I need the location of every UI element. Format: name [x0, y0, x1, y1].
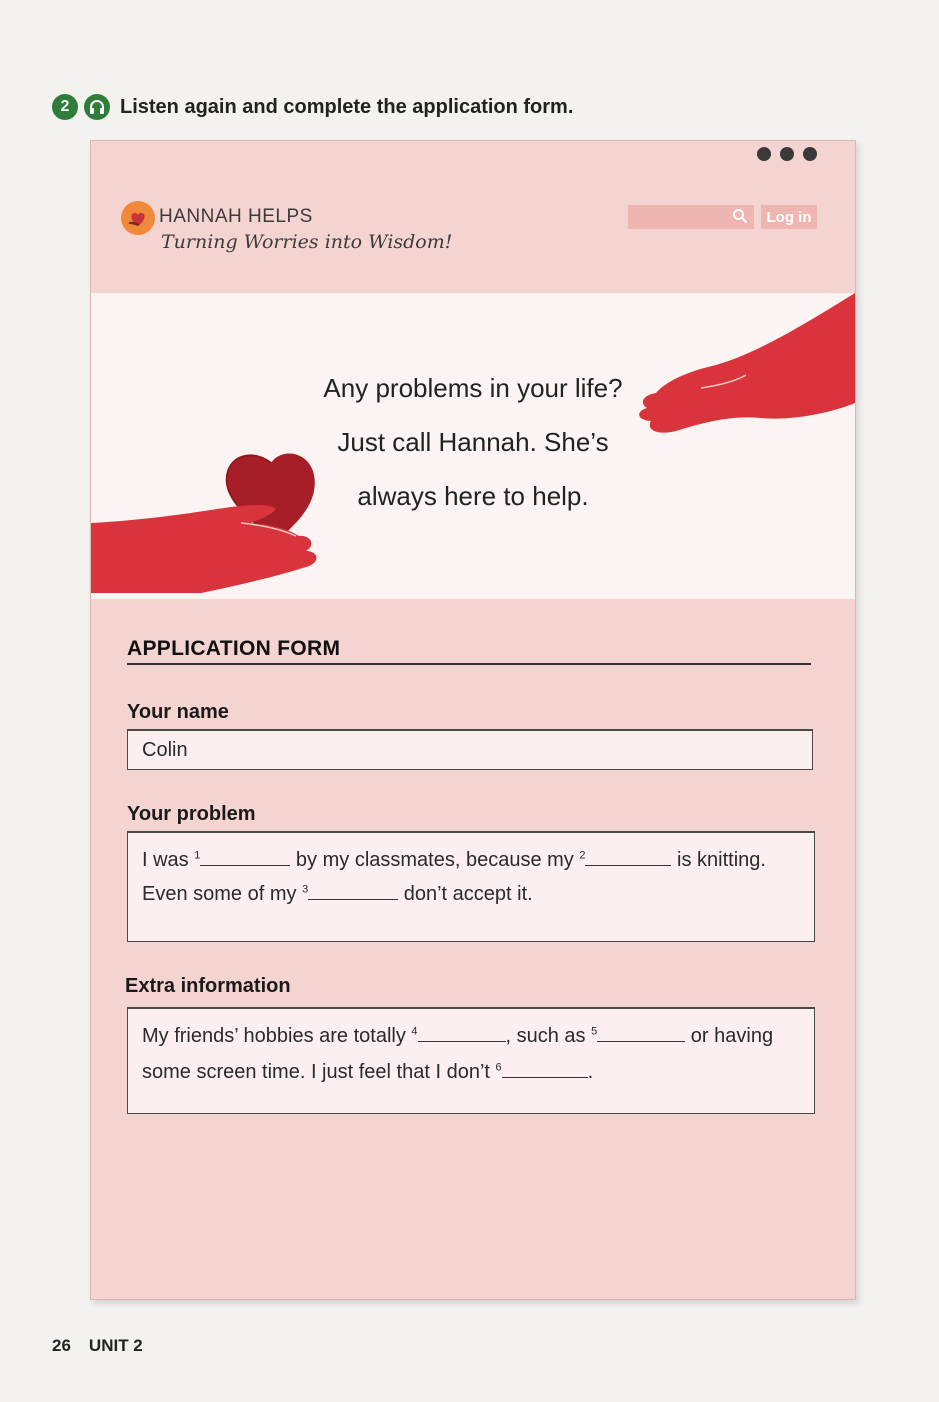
problem-field[interactable]: [127, 831, 815, 942]
unit-label: UNIT 2: [88, 1336, 143, 1355]
page-footer: [52, 1336, 161, 1356]
page-number: 26: [52, 1336, 71, 1355]
minimize-icon[interactable]: [757, 147, 771, 161]
extra-text: My friends’ hobbies are totally: [142, 1025, 412, 1047]
answer-gap-1[interactable]: [200, 847, 290, 866]
title-divider: [127, 663, 811, 665]
login-button[interactable]: Log in: [761, 205, 817, 229]
problem-text: I was: [142, 849, 195, 871]
answer-gap-2[interactable]: [585, 847, 671, 866]
problem-line-1: [142, 847, 766, 872]
banner-line-3: always here to help.: [357, 481, 589, 511]
instruction-text: Listen again and complete the application form.: [120, 95, 574, 118]
exercise-number-badge: 2: [52, 94, 78, 120]
extra-info-field[interactable]: [127, 1007, 815, 1114]
hero-banner: [91, 293, 855, 599]
extra-text: , such as: [505, 1025, 592, 1047]
extra-info-label: Extra information: [125, 975, 291, 997]
gap-number: 6: [495, 1061, 502, 1074]
gap-number: 4: [411, 1025, 418, 1038]
search-icon[interactable]: [732, 208, 748, 229]
gap-number: 3: [302, 883, 309, 896]
extra-text: .: [587, 1061, 594, 1083]
problem-line-2: [142, 881, 533, 906]
site-logo[interactable]: [121, 201, 313, 235]
extra-line-2: [142, 1059, 593, 1084]
name-label: Your name: [127, 701, 229, 723]
brand-tagline: Turning Worries into Wisdom!: [161, 231, 453, 253]
extra-text: some screen time. I just feel that I don’t: [142, 1061, 496, 1083]
search-input[interactable]: [628, 205, 754, 229]
problem-text: don’t accept it.: [398, 883, 533, 905]
problem-label: Your problem: [127, 803, 256, 825]
answer-gap-3[interactable]: [308, 881, 398, 900]
browser-window: [90, 140, 856, 1300]
brand-name: HANNAH HELPS: [159, 206, 313, 227]
extra-line-1: [142, 1023, 773, 1048]
banner-line-1: Any problems in your life?: [323, 373, 623, 403]
name-field-box: [127, 729, 813, 770]
headphones-icon[interactable]: [84, 94, 110, 120]
gap-number: 1: [194, 849, 201, 862]
gap-number: 5: [591, 1025, 598, 1038]
close-icon[interactable]: [803, 147, 817, 161]
answer-gap-4[interactable]: [418, 1023, 506, 1042]
name-field[interactable]: [128, 731, 812, 769]
instruction: [52, 92, 573, 122]
gap-number: 2: [579, 849, 586, 862]
answer-gap-5[interactable]: [597, 1023, 685, 1042]
answer-gap-6[interactable]: [502, 1059, 588, 1078]
banner-line-2: Just call Hannah. She’s: [337, 427, 609, 457]
heart-hand-icon: [121, 201, 155, 235]
problem-text: is knitting.: [671, 849, 766, 871]
problem-text: by my classmates, because my: [290, 849, 580, 871]
form-title: APPLICATION FORM: [127, 637, 341, 660]
maximize-icon[interactable]: [780, 147, 794, 161]
problem-text: Even some of my: [142, 883, 303, 905]
extra-text: or having: [685, 1025, 774, 1047]
window-controls: [757, 147, 817, 161]
